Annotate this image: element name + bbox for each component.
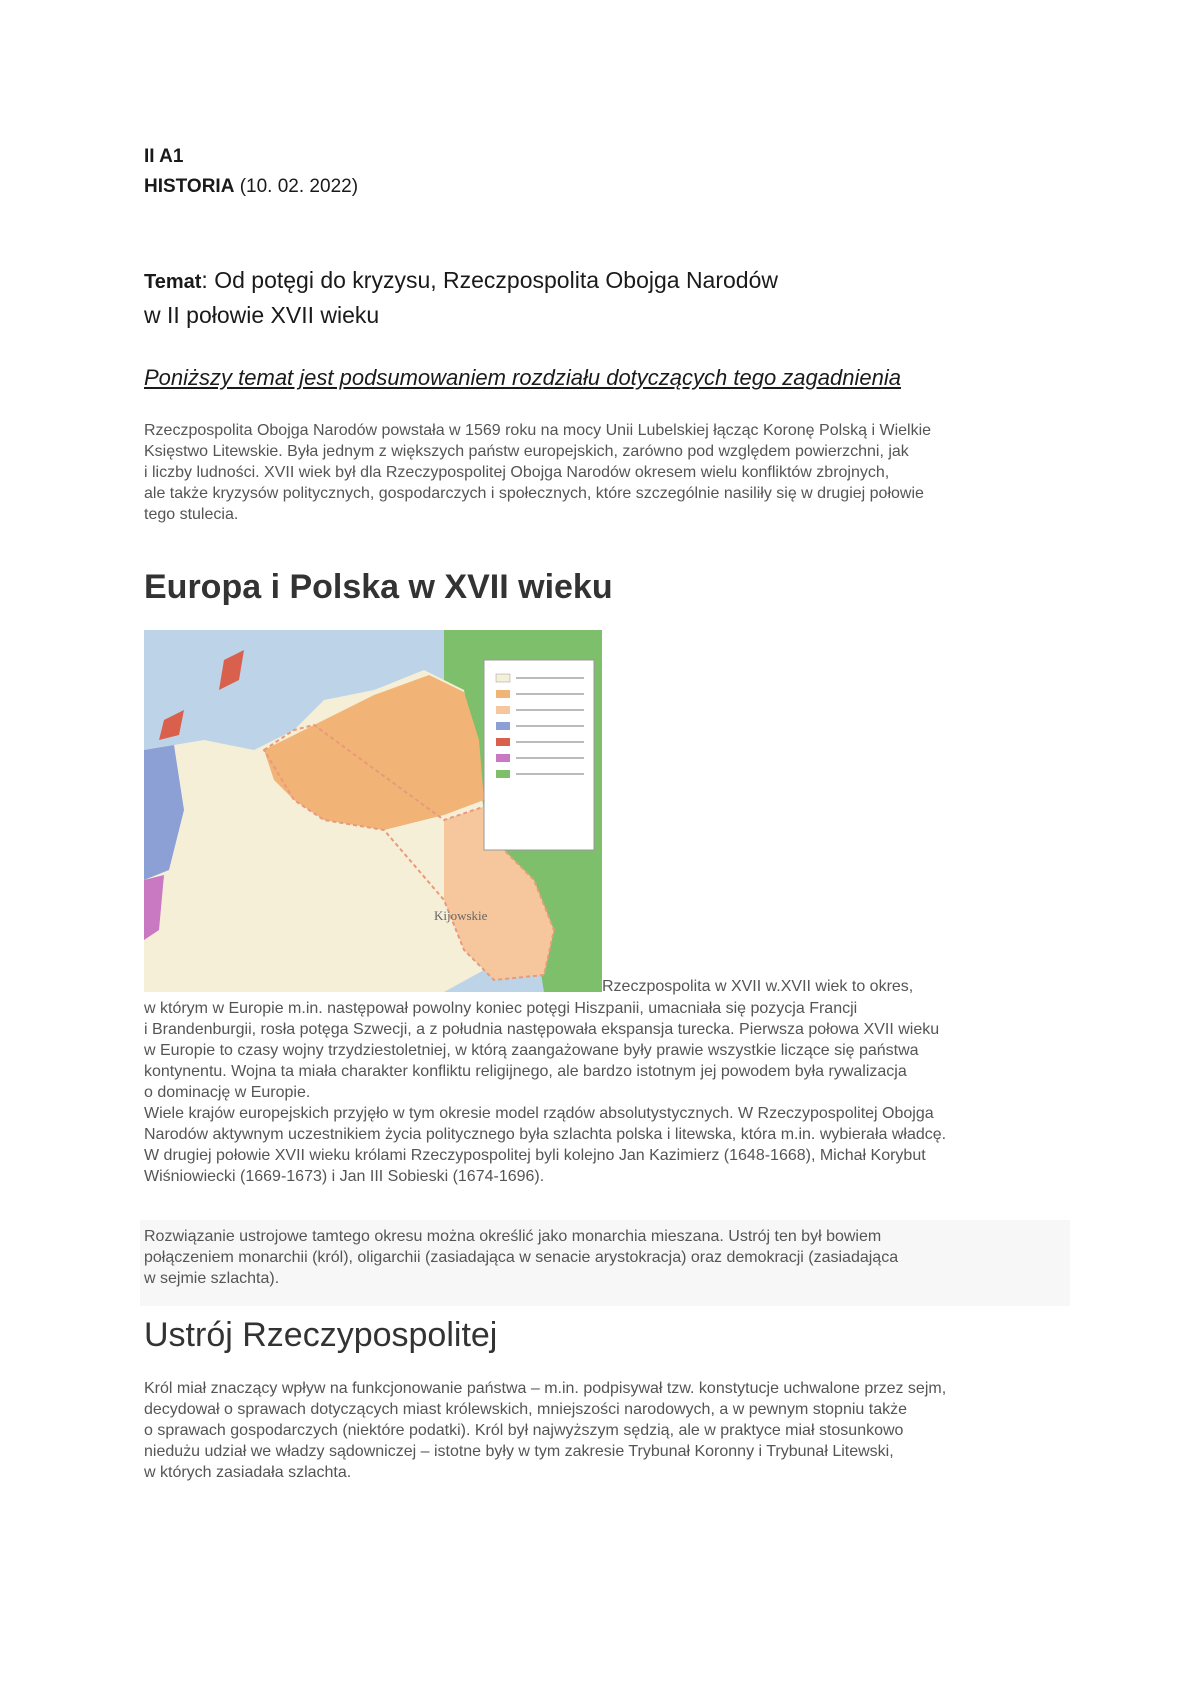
shaded-note-box xyxy=(140,1220,1070,1306)
map-caption: Rzeczpospolita w XVII w.XVII wiek to okres, xyxy=(602,978,914,995)
section-heading-ustroj: Ustrój Rzeczypospolitej xyxy=(144,1316,498,1354)
shaded-note-text: Rozwiązanie ustrojowe tamtego okresu można określić jako monarchia mieszana. Ustrój ten był bowiem połączeniem monarchii (król), oligarchii (zasiadająca w senacie arystokracja) oraz demokracji (zasiadająca w sejmie szlachta). xyxy=(144,1228,899,1287)
ustroj-body-paragraph: Król miał znaczący wpływ na funkcjonowanie państwa – m.in. podpisywał tzw. konstytucje uchwalone przez sejm, decydował o sprawach dotyczących miast królewskich, mniejszości narodowych, a w pewnym stopniu także o sprawach gospodarczych (niektóre podatki). Król był najwyższym sędzią, ale w praktyce miał stosunkowo niedużu udział we władzy sądowniczej – istotne były w tym zakresie Trybunał Koronny i Trybunał Litewski, w których zasiadała szlachta. xyxy=(144,1380,947,1481)
commonwealth-map xyxy=(144,630,602,992)
map-illustration xyxy=(144,630,602,992)
intro-paragraph: Rzeczpospolita Obojga Narodów powstała w 1569 roku na mocy Unii Lubelskiej łącząc Koronę Polską i Wielkie Księstwo Litewskie. Była jednym z większych państw europejskich, zarówno pod względem powierzchni, jak i liczby ludności. XVII wiek był dla Rzeczypospolitej Obojga Narodów okresem wielu konfliktów zbrojnych, ale także kryzysów politycznych, gospodarczych i społecznych, które szczególnie nasiliły się w drugiej połowie tego stulecia. xyxy=(144,422,932,523)
topic-title-line1: : Od potęgi do kryzysu, Rzeczpospolita Obojga Narodów xyxy=(201,267,778,293)
subject-line xyxy=(144,176,358,198)
lesson-topic xyxy=(144,264,964,332)
subject-name: HISTORIA xyxy=(144,176,235,197)
lesson-date: (10. 02. 2022) xyxy=(239,176,359,197)
section-heading-europa: Europa i Polska w XVII wieku xyxy=(144,568,613,606)
topic-title-line2: w II połowie XVII wieku xyxy=(144,302,380,328)
map-label-kijowskie: Kijowskie xyxy=(434,908,488,923)
europa-body-paragraph: w którym w Europie m.in. następował powolny koniec potęgi Hiszpanii, umacniała się pozycja Francji i Brandenburgii, rosła potęga Szwecji, a z południa następowała ekspansja turecka. Pierwsza połowa XVII wieku w Europie to czasy wojny trzydziestoletniej, w którą zaangażowane były prawie wszystkie liczące się państwa kontynentu. Wojna ta miała charakter konfliktu religijnego, ale bardzo istotnym jej powodem była rywalizacja o dominację w Europie. Wiele krajów europejskich przyjęło w tym okresie model rządów absolutystycznych. W Rzeczypospolitej Obojga Narodów aktywnym uczestnikiem życia politycznego była szlachta polska i litewska, która m.in. wybierała władcę. W drugiej połowie XVII wieku królami Rzeczypospolitej byli kolejno Jan Kazimierz (1648-1668), Michał Korybut Wiśniowiecki (1669-1673) i Jan III Sobieski (1674-1696). xyxy=(144,1000,947,1185)
summary-note: Poniższy temat jest podsumowaniem rozdziału dotyczących tego zagadnienia xyxy=(144,365,901,390)
topic-label: Temat xyxy=(144,271,202,293)
class-label: II A1 xyxy=(144,146,184,167)
